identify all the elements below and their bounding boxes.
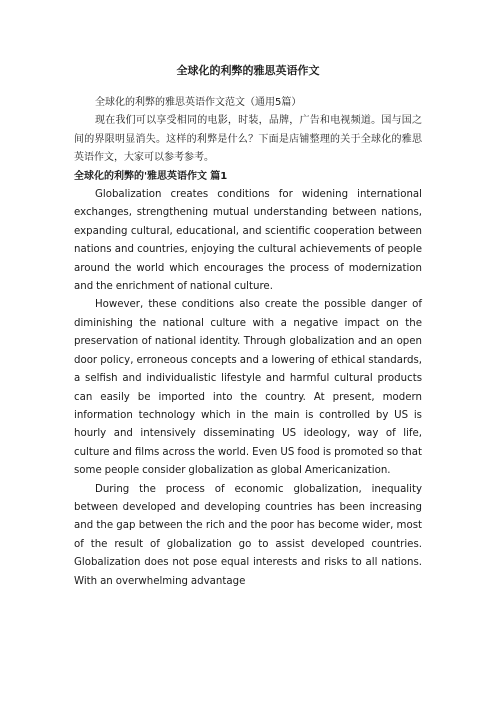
intro-paragraph: 现在我们可以享受相同的电影，时装，品牌，广告和电视频道。国与国之间的界限明显消失。这样的利弊是什么？下面是店铺整理的关于全球化的雅思英语作文，大家可以参考参考。 <box>74 115 422 164</box>
body-paragraph: Globalization creates conditions for widening international exchanges, strengthening mutual understanding between nations, expanding cultural, educational, and scientific cooperation between nations and countries, enjoying the cultural achievements of people around the world which encourages the process of modernization and the enrichment of national culture. <box>74 189 422 293</box>
document-title: 全球化的利弊的雅思英语作文 <box>176 64 320 77</box>
document-body <box>74 94 422 591</box>
body-paragraph: During the process of economic globalization, inequality between developed and developing countries has been increasing and the gap between the rich and the poor has become wider, most of the result of globalization go to assist developed countries. Globalization does not pose equal interests and risks to all nations. With an overwhelming advantage <box>74 483 422 587</box>
body-paragraph: However, these conditions also create the possible danger of diminishing the national culture with a negative impact on the preservation of national identity. Through globalization and an open door policy, erroneous concepts and a lowering of ethical standards, a selfish and individualistic lifestyle and harmful cultural products can easily be imported into the country. At present, modern information technology which in the main is controlled by US is hourly and intensively disseminating US ideology, way of life, culture and films across the world. Even US food is promoted so that some people consider globalization as global Americanization. <box>74 299 422 477</box>
document-subtitle: 全球化的利弊的雅思英语作文范文（通用5篇） <box>95 97 302 108</box>
section-heading: 全球化的利弊的'雅思英语作文 篇1 <box>74 170 228 182</box>
